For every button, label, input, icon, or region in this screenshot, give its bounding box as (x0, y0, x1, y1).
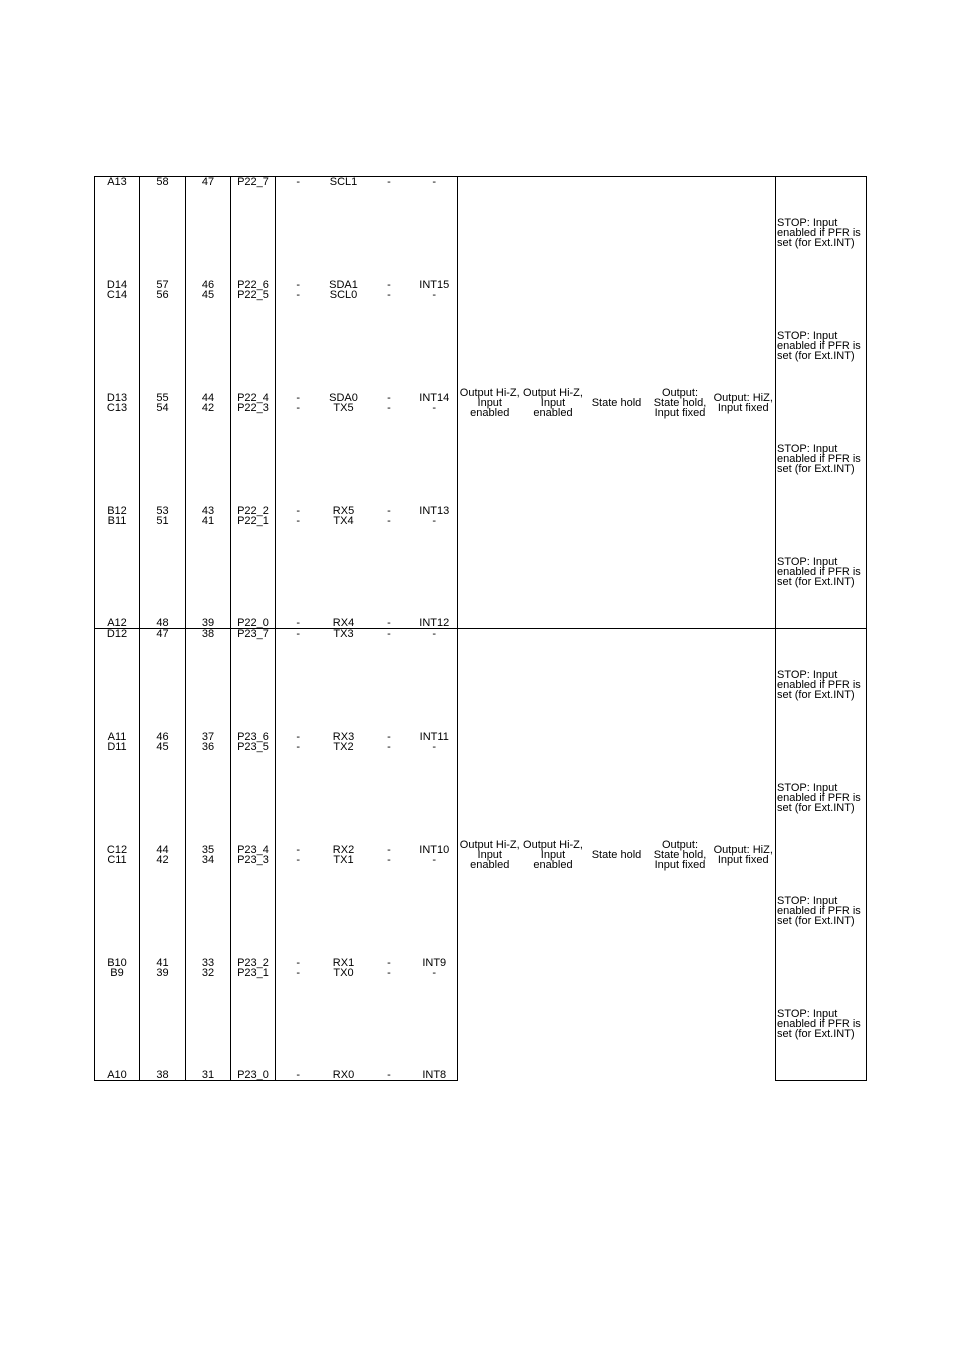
pin-cell: - (387, 278, 391, 291)
pin-cell: - (387, 740, 391, 753)
pin-cell: - (412, 742, 458, 799)
pin-cell: 38 (186, 629, 231, 686)
pin-table-body (95, 177, 867, 1081)
state-cell: Output: State hold, Input fixed (649, 629, 712, 1081)
pin-cell: P22_2 (231, 459, 276, 516)
pin-cell: INT11 (412, 685, 458, 742)
state-cell: State hold (585, 629, 649, 1081)
pin-cell: - (276, 516, 321, 573)
pin-function-table (94, 176, 867, 1081)
pin-cell: TX3 (321, 629, 367, 686)
pin-cell: 45 (186, 290, 231, 347)
pin-cell: P23_7 (231, 629, 276, 686)
pin-cell: - (412, 403, 458, 460)
pin-cell: P23_0 (231, 1024, 276, 1081)
pin-cell: INT12 (412, 572, 458, 629)
pin-cell: P22_1 (231, 516, 276, 573)
pin-cell: TX0 (333, 966, 354, 979)
pin-cell: - (412, 290, 458, 347)
pin-cell: - (412, 968, 458, 1025)
pin-cell: P23_2 (231, 911, 276, 968)
pin-cell: - (387, 288, 391, 301)
pin-cell: B11 (95, 516, 140, 573)
pin-cell: C11 (95, 855, 140, 912)
pin-cell: - (387, 504, 391, 517)
note-cell: STOP: Input enabled if PFR is set (for Ext.INT) (776, 855, 867, 968)
pin-cell: RX4 (321, 572, 367, 629)
pin-cell: INT13 (412, 459, 458, 516)
pin-cell: TX2 (333, 740, 354, 753)
note-cell: STOP: Input enabled if PFR is set (for Ext.INT) (776, 177, 867, 290)
pin-cell: 46 (186, 233, 231, 290)
table-row (95, 629, 867, 686)
pin-cell: 42 (186, 403, 231, 460)
pin-cell: D14 (95, 233, 140, 290)
pin-cell: - (276, 968, 321, 1025)
pin-cell: P22_5 (231, 290, 276, 347)
pin-cell: 41 (186, 516, 231, 573)
state-cell: Output Hi-Z, Input enabled (458, 629, 522, 1081)
pin-cell: 44 (140, 798, 186, 855)
note-cell: STOP: Input enabled if PFR is set (for Ext.INT) (776, 629, 867, 742)
pin-cell: 41 (140, 911, 186, 968)
pin-cell: P23_3 (231, 855, 276, 912)
pin-cell: - (387, 401, 391, 414)
pin-cell: C12 (95, 798, 140, 855)
pin-cell: - (367, 629, 412, 686)
pin-cell: - (276, 742, 321, 799)
pin-cell: - (276, 290, 321, 347)
table-row (95, 177, 867, 234)
pin-cell: D12 (95, 629, 140, 686)
pin-cell: D13 (95, 346, 140, 403)
pin-cell: - (276, 798, 321, 855)
pin-cell: 44 (186, 346, 231, 403)
pin-cell: 35 (186, 798, 231, 855)
pin-cell: - (387, 730, 391, 743)
pin-cell: 56 (140, 290, 186, 347)
pin-cell: - (276, 629, 321, 686)
note-cell: STOP: Input enabled if PFR is set (for Ext.INT) (776, 290, 867, 403)
state-cell: Output Hi-Z, Input enabled (522, 629, 585, 1081)
pin-cell: - (276, 1024, 321, 1081)
pin-cell: C14 (95, 290, 140, 347)
pin-cell: 38 (140, 1024, 186, 1081)
pin-cell: - (276, 911, 321, 968)
state-cell: State hold (585, 177, 649, 629)
pin-cell: 58 (140, 177, 186, 234)
pin-cell: - (387, 853, 391, 866)
note-cell: STOP: Input enabled if PFR is set (for Ext.INT) (776, 403, 867, 516)
pin-cell: 31 (186, 1024, 231, 1081)
pin-cell: RX2 (332, 843, 355, 856)
pin-cell: 47 (140, 629, 186, 686)
pin-cell: P23_6 (231, 685, 276, 742)
state-cell: Output Hi-Z, Input enabled (522, 177, 585, 629)
pin-cell: INT8 (412, 1024, 458, 1081)
pin-cell: - (276, 403, 321, 460)
pin-cell: SCL0 (329, 288, 358, 301)
pin-cell: INT10 (412, 798, 458, 855)
pin-cell: - (276, 855, 321, 912)
pin-cell: D11 (95, 742, 140, 799)
pin-cell: P22_4 (231, 346, 276, 403)
pin-cell: 45 (140, 742, 186, 799)
pin-cell: 39 (186, 572, 231, 629)
state-cell: Output: HiZ, Input fixed (712, 629, 776, 1081)
pin-cell: B9 (95, 968, 140, 1025)
pin-cell: A13 (95, 177, 140, 234)
pin-cell: 33 (186, 911, 231, 968)
pin-cell: - (387, 956, 391, 969)
pin-cell: INT9 (412, 911, 458, 968)
pin-cell: 53 (140, 459, 186, 516)
note-cell: STOP: Input enabled if PFR is set (for Ext.INT) (776, 742, 867, 855)
pin-cell: 37 (186, 685, 231, 742)
pin-cell: INT15 (412, 233, 458, 290)
pin-cell: TX1 (333, 853, 354, 866)
note-cell: STOP: Input enabled if PFR is set (for Ext.INT) (776, 968, 867, 1081)
pin-cell: - (276, 459, 321, 516)
pin-cell: SDA0 (329, 391, 358, 404)
pin-cell: - (367, 1024, 412, 1081)
pin-cell: 48 (140, 572, 186, 629)
pin-cell: RX5 (332, 504, 355, 517)
pin-cell: A11 (95, 685, 140, 742)
pin-cell: - (276, 685, 321, 742)
pin-cell: 32 (186, 968, 231, 1025)
pin-cell: RX3 (332, 730, 355, 743)
pin-cell: P22_3 (231, 403, 276, 460)
pin-cell: B10 (95, 911, 140, 968)
note-cell: STOP: Input enabled if PFR is set (for Ext.INT) (776, 516, 867, 629)
pin-cell: TX5 (333, 401, 354, 414)
pin-cell: B12 (95, 459, 140, 516)
pin-cell: 54 (140, 403, 186, 460)
pin-cell: - (412, 516, 458, 573)
pin-cell: - (387, 514, 391, 527)
pin-cell: 57 (140, 233, 186, 290)
pin-cell: RX1 (332, 956, 355, 969)
pin-cell: - (387, 391, 391, 404)
state-cell: Output Hi-Z, Input enabled (458, 177, 522, 629)
pin-cell: - (387, 966, 391, 979)
pin-cell: - (367, 572, 412, 629)
pin-cell: - (412, 629, 458, 686)
pin-cell: 55 (140, 346, 186, 403)
pin-cell: P22_0 (231, 572, 276, 629)
pin-cell: - (412, 855, 458, 912)
pin-cell: INT14 (412, 346, 458, 403)
pin-cell: 36 (186, 742, 231, 799)
pin-cell: RX0 (321, 1024, 367, 1081)
pin-cell: A12 (95, 572, 140, 629)
pin-cell: - (276, 346, 321, 403)
pin-cell: A10 (95, 1024, 140, 1081)
pin-cell: - (412, 177, 458, 234)
pin-cell: P22_6 (231, 233, 276, 290)
pin-cell: P23_5 (231, 742, 276, 799)
pin-cell: - (367, 177, 412, 234)
pin-cell: 39 (140, 968, 186, 1025)
pin-cell: SCL1 (321, 177, 367, 234)
pin-cell: 47 (186, 177, 231, 234)
pin-cell: 42 (140, 855, 186, 912)
pin-cell: SDA1 (329, 278, 358, 291)
pin-cell: C13 (95, 403, 140, 460)
state-cell: Output: HiZ, Input fixed (712, 177, 776, 629)
pin-cell: - (276, 233, 321, 290)
pin-cell: P22_7 (231, 177, 276, 234)
pin-cell: 43 (186, 459, 231, 516)
pin-cell: - (276, 572, 321, 629)
pin-cell: - (387, 843, 391, 856)
pin-cell: 34 (186, 855, 231, 912)
state-cell: Output: State hold, Input fixed (649, 177, 712, 629)
pin-cell: P23_4 (231, 798, 276, 855)
pin-cell: 51 (140, 516, 186, 573)
pin-cell: P23_1 (231, 968, 276, 1025)
pin-cell: 46 (140, 685, 186, 742)
pin-cell: TX4 (333, 514, 354, 527)
pin-cell: - (276, 177, 321, 234)
